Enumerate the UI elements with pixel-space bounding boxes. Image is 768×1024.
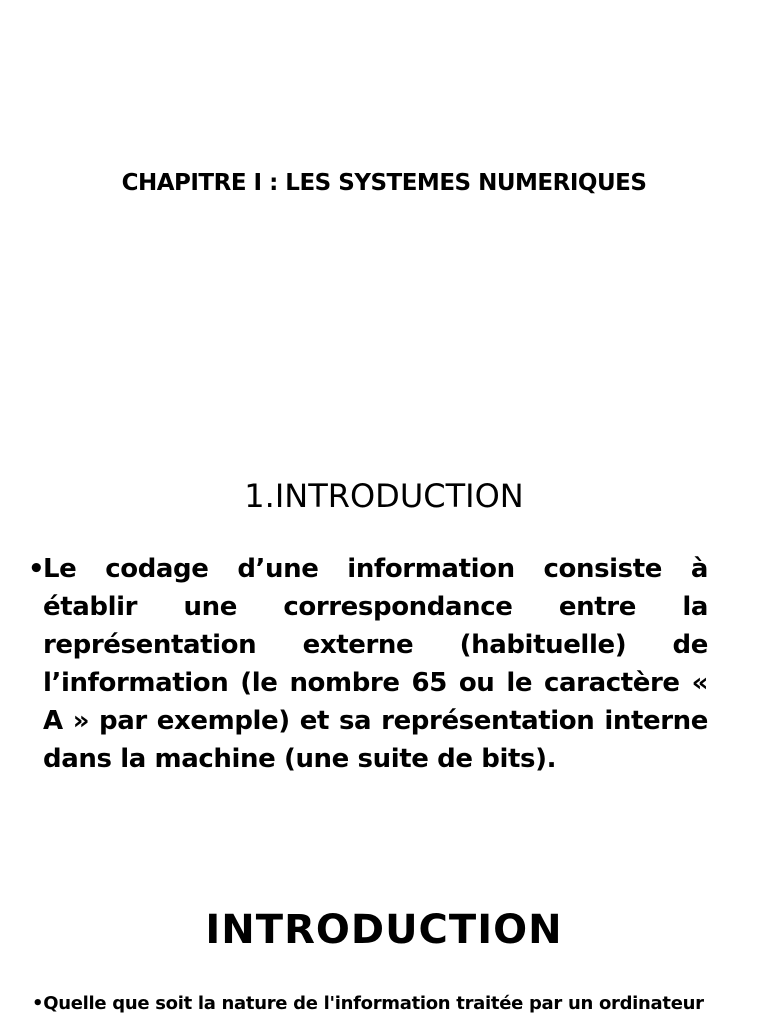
intro-title: INTRODUCTION <box>205 907 563 953</box>
slide-introduction-2 <box>0 870 768 1024</box>
chapter-title: CHAPITRE I : LES SYSTEMES NUMERIQUES <box>121 170 647 196</box>
bullet-paragraph <box>28 550 708 778</box>
slide-chapter <box>0 0 768 410</box>
intro-bullet <box>32 992 752 1016</box>
bullet-text: Le codage d’une information consiste à établir une correspondance entre la représentation externe (habituelle) de l’information (le nombre 65 ou le caractère « A » par exemple) et sa représentation interne dans la machine (une suite de bits). <box>43 554 708 774</box>
slide-introduction <box>0 410 768 870</box>
bullet-marker: • <box>28 554 45 584</box>
bullet-marker: • <box>32 993 44 1014</box>
bullet-text: Quelle que soit la nature de l'information traitée par un ordinateur <box>43 993 704 1014</box>
section-title: 1.INTRODUCTION <box>244 477 524 515</box>
